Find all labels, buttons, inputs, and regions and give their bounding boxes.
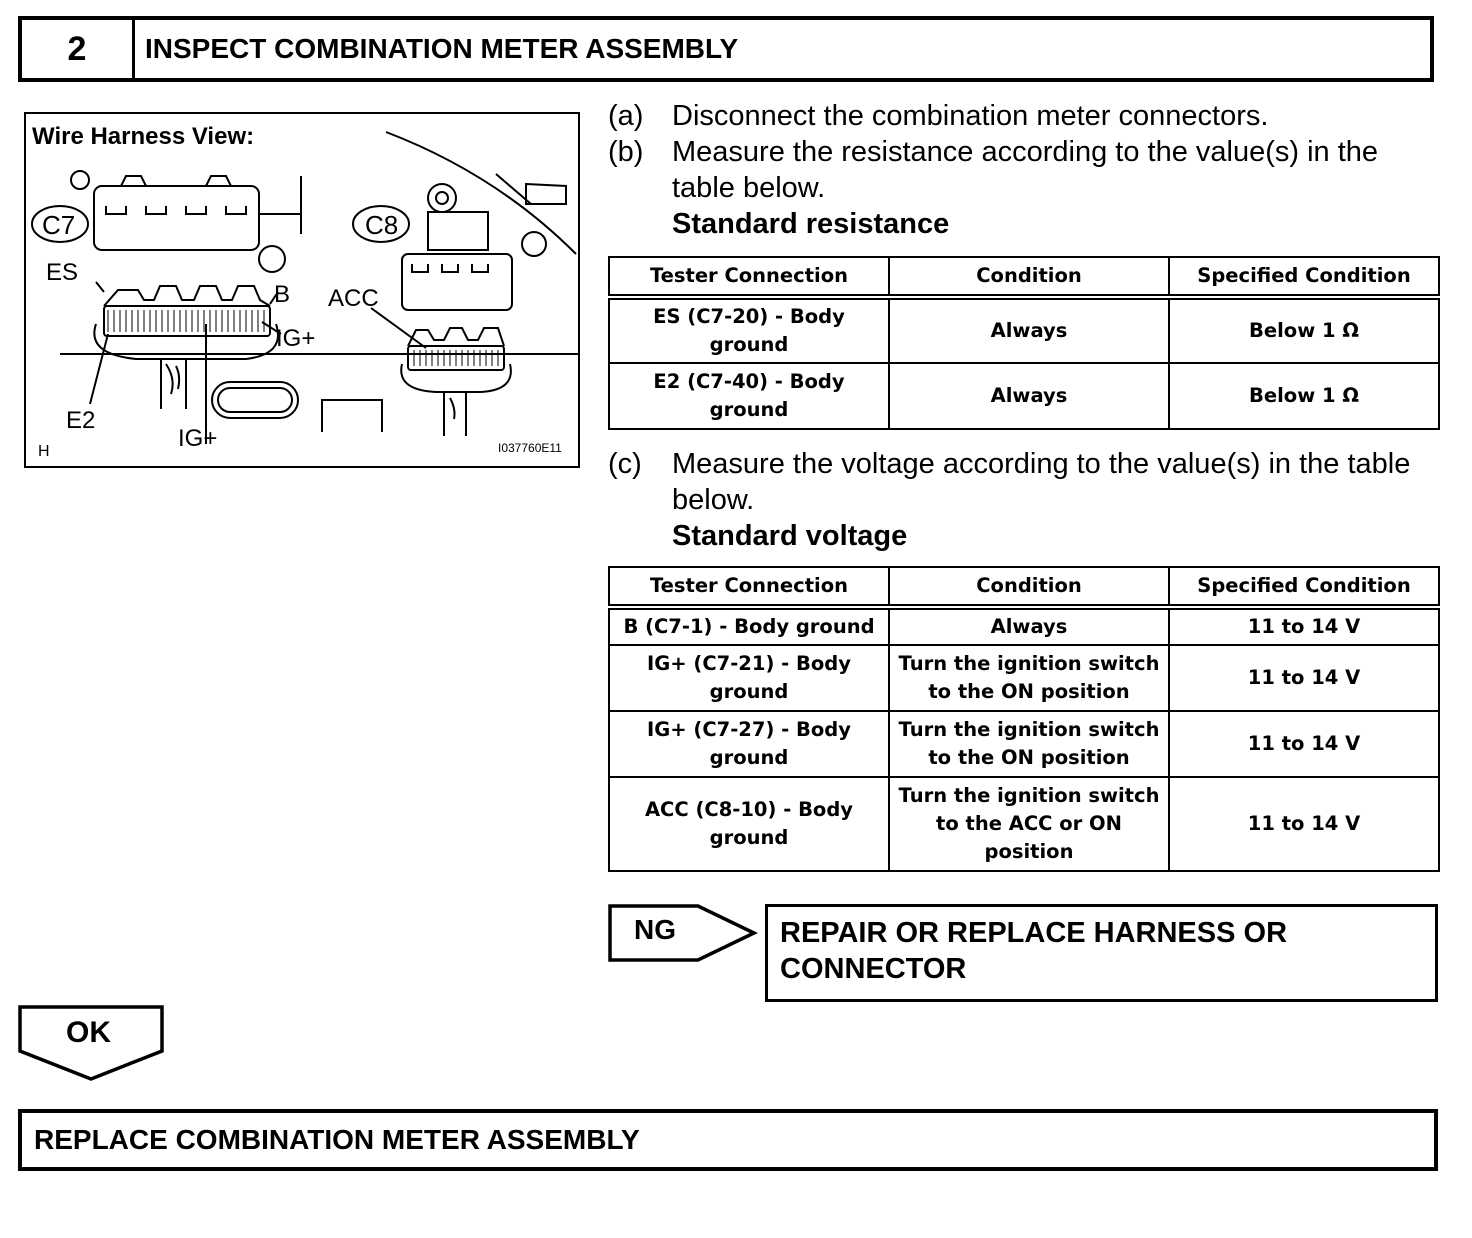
cell-condition: Turn the ignition switch to the ACC or ON position	[889, 777, 1169, 871]
header-specified-condition: Specified Condition	[1169, 567, 1439, 607]
table-row	[609, 645, 1439, 711]
table-row	[609, 363, 1439, 429]
cell-tester-connection: ACC (C8-10) - Body ground	[609, 777, 889, 871]
instruction-c-text: Measure the voltage according to the value(s) in the table below.	[672, 448, 1411, 516]
cell-condition: Always	[889, 607, 1169, 645]
cell-tester-connection: IG+ (C7-27) - Body ground	[609, 711, 889, 777]
header-condition: Condition	[889, 567, 1169, 607]
cell-specified-condition: 11 to 14 V	[1169, 777, 1439, 871]
label-b: B	[274, 281, 291, 308]
label-e2: E2	[66, 407, 96, 434]
cell-tester-connection: IG+ (C7-21) - Body ground	[609, 645, 889, 711]
header-specified-condition: Specified Condition	[1169, 257, 1439, 297]
table-row	[609, 777, 1439, 871]
label-c8: C8	[365, 210, 399, 240]
label-acc: ACC	[328, 285, 379, 312]
instructions-ab	[608, 98, 1438, 242]
cell-specified-condition: 11 to 14 V	[1169, 711, 1439, 777]
instruction-b	[608, 134, 1438, 206]
standard-voltage-label: Standard voltage	[672, 520, 908, 552]
instruction-c	[608, 446, 1438, 518]
step-number: 2	[22, 20, 135, 78]
table-row	[609, 607, 1439, 645]
header-tester-connection: Tester Connection	[609, 257, 889, 297]
ok-label: OK	[66, 1016, 111, 1049]
instruction-a-letter: (a)	[608, 100, 644, 132]
ng-label: NG	[634, 914, 676, 945]
label-es: ES	[46, 259, 79, 286]
cell-specified-condition: 11 to 14 V	[1169, 607, 1439, 645]
instruction-b-text: Measure the resistance according to the value(s) in the table below.	[672, 136, 1379, 204]
cell-condition: Turn the ignition switch to the ON position	[889, 645, 1169, 711]
resistance-table-header	[609, 257, 1439, 297]
cell-condition: Always	[889, 363, 1169, 429]
resistance-table	[608, 256, 1440, 430]
ok-action-box: REPLACE COMBINATION METER ASSEMBLY	[18, 1109, 1438, 1171]
header-tester-connection: Tester Connection	[609, 567, 889, 607]
cell-condition: Always	[889, 297, 1169, 363]
label-c7: C7	[42, 210, 76, 240]
cell-tester-connection: ES (C7-20) - Body ground	[609, 297, 889, 363]
cell-specified-condition: 11 to 14 V	[1169, 645, 1439, 711]
instruction-c-letter: (c)	[608, 448, 642, 480]
cell-specified-condition: Below 1 Ω	[1169, 363, 1439, 429]
step-title: INSPECT COMBINATION METER ASSEMBLY	[145, 33, 739, 64]
ng-action-box: REPAIR OR REPLACE HARNESS OR CONNECTOR	[765, 904, 1438, 1002]
figure-code: I037760E11	[498, 441, 562, 455]
instructions-c	[608, 446, 1438, 554]
cell-tester-connection: E2 (C7-40) - Body ground	[609, 363, 889, 429]
standard-resistance-label: Standard resistance	[672, 208, 950, 240]
voltage-table-header	[609, 567, 1439, 607]
wire-harness-figure	[24, 112, 580, 468]
label-ig-plus-bottom: IG+	[178, 425, 218, 452]
instruction-a-text: Disconnect the combination meter connectors.	[672, 100, 1269, 132]
wire-harness-drawing	[26, 114, 578, 466]
cell-condition: Turn the ignition switch to the ON position	[889, 711, 1169, 777]
voltage-table	[608, 566, 1440, 872]
table-row	[609, 711, 1439, 777]
step-header	[18, 16, 1434, 82]
instruction-a	[608, 98, 1438, 134]
label-ig-plus-right: IG+	[276, 325, 316, 352]
table-row	[609, 297, 1439, 363]
ng-arrow-tag	[608, 904, 758, 962]
cell-tester-connection: B (C7-1) - Body ground	[609, 607, 889, 645]
cell-specified-condition: Below 1 Ω	[1169, 297, 1439, 363]
figure-title: Wire Harness View:	[32, 123, 255, 150]
corner-mark: H	[38, 443, 50, 460]
header-condition: Condition	[889, 257, 1169, 297]
instruction-b-letter: (b)	[608, 136, 644, 168]
